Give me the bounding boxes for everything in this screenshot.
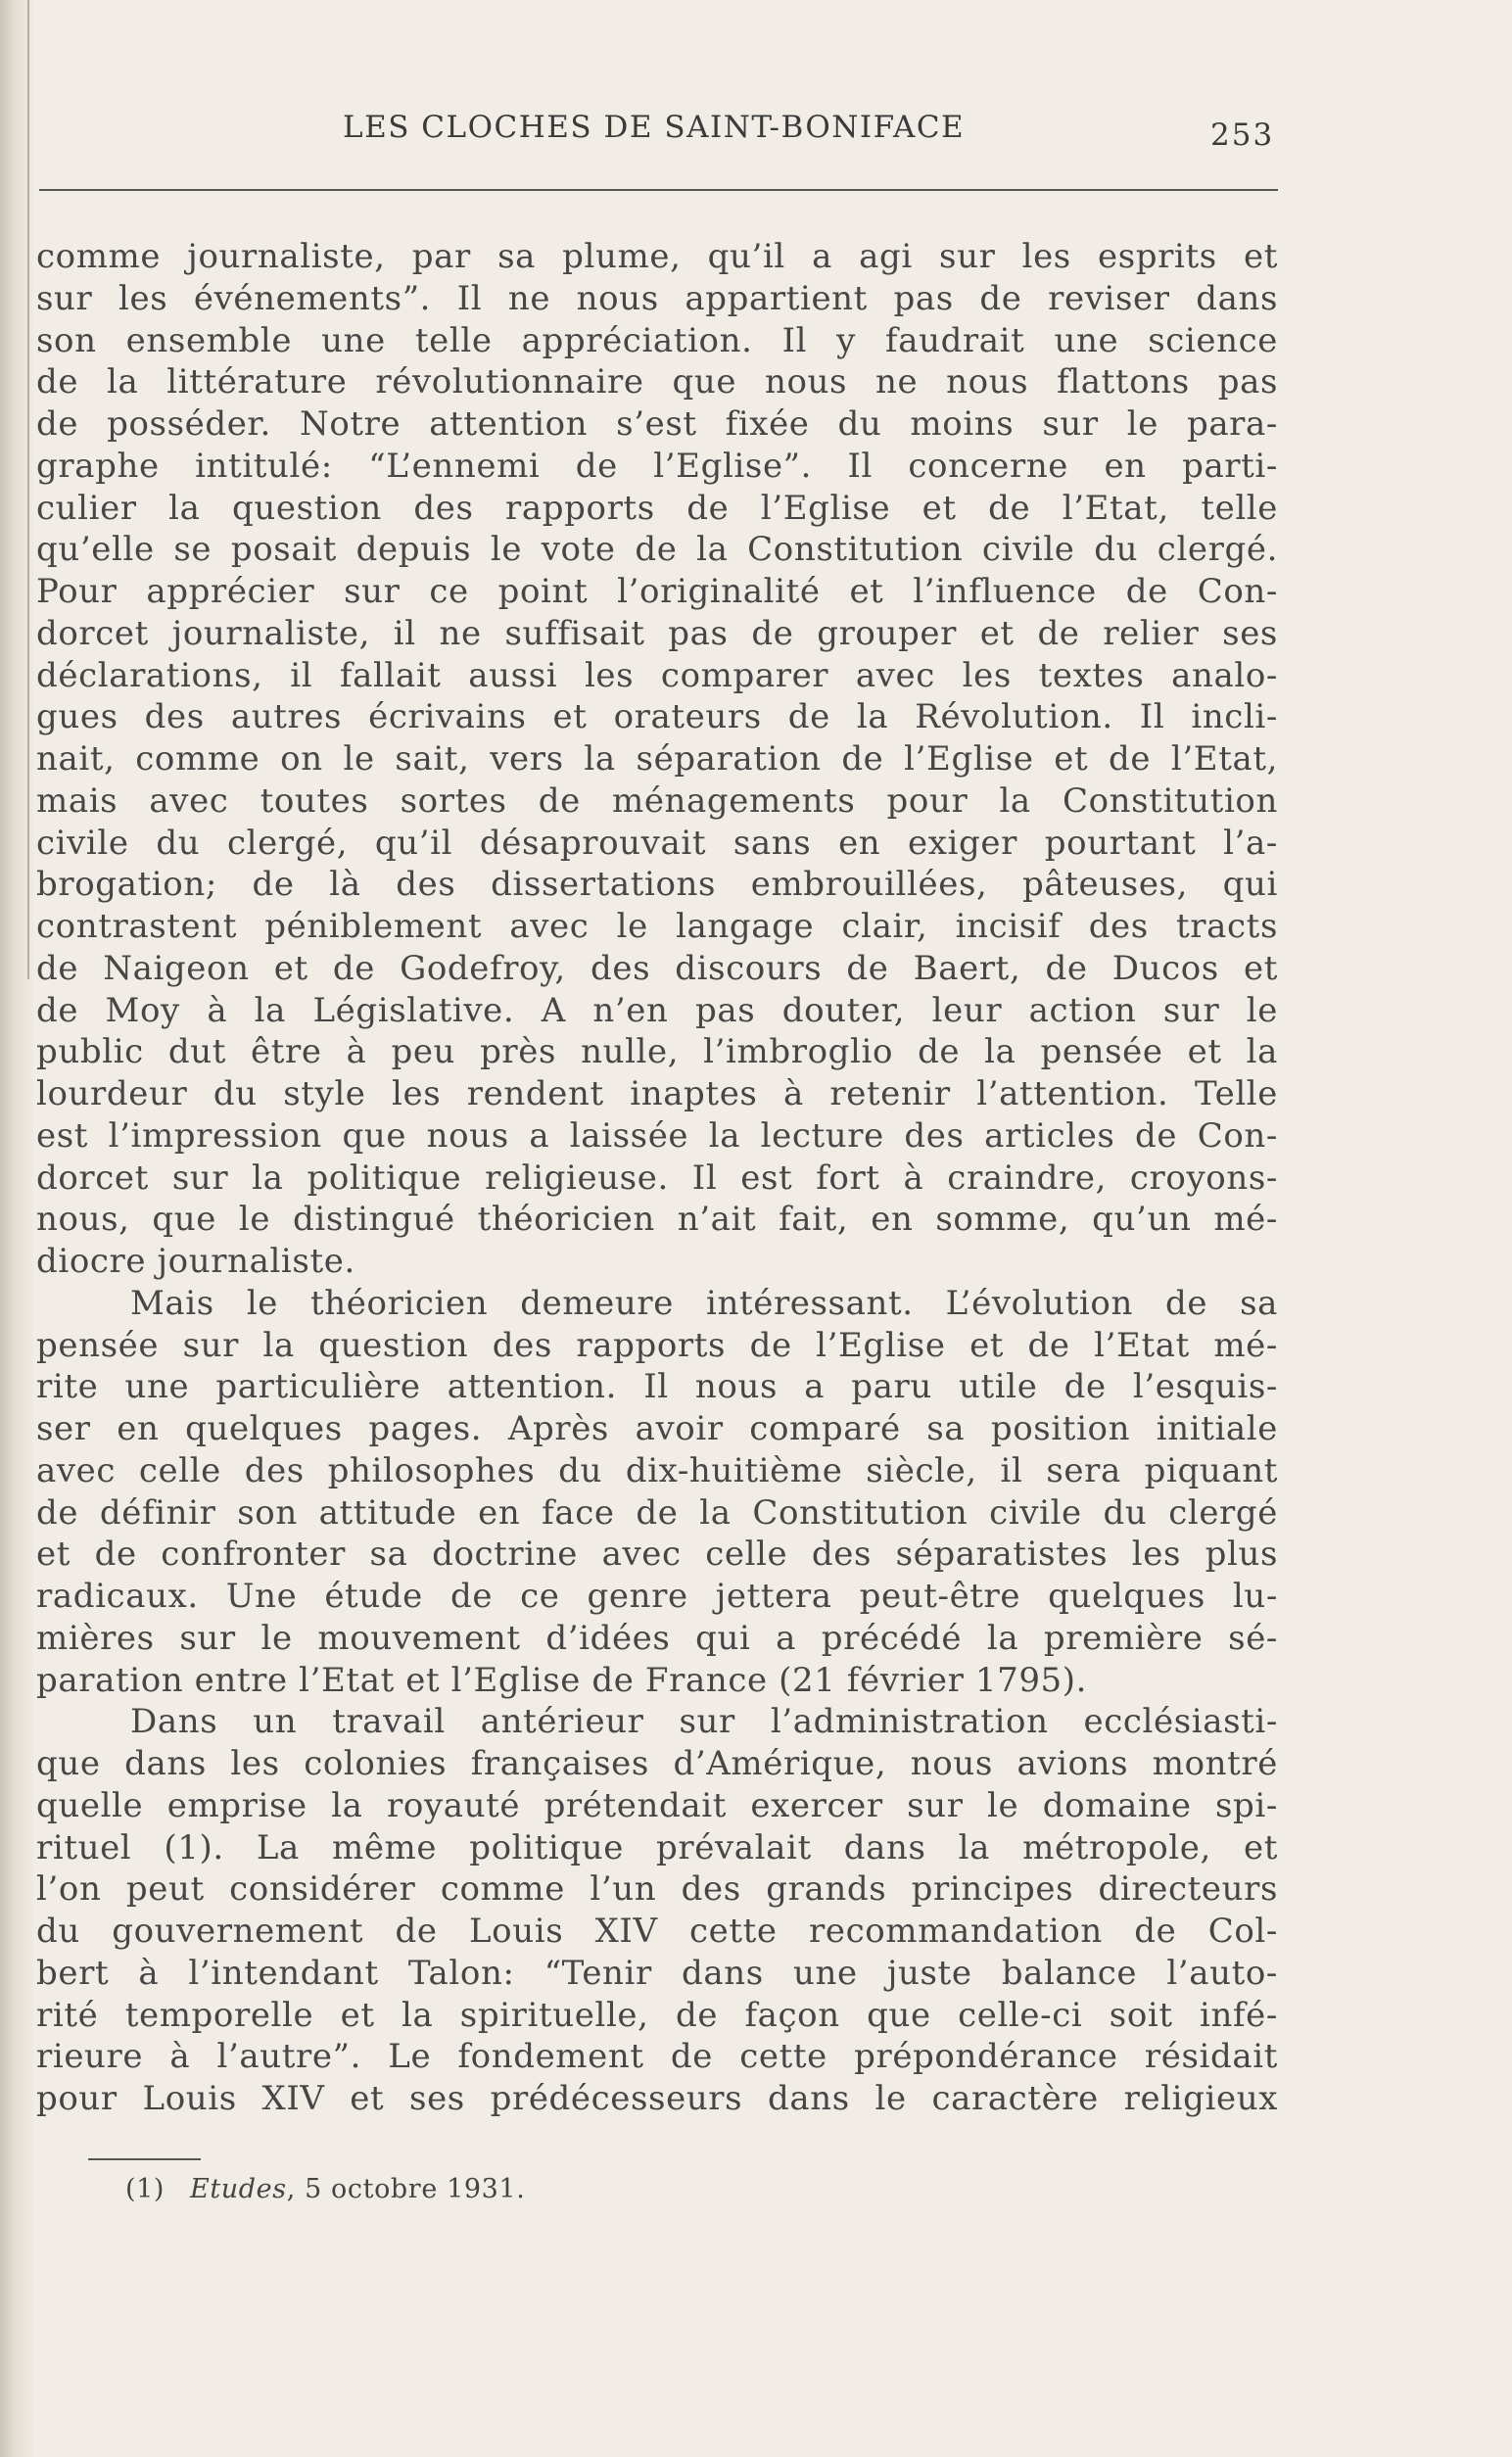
body-text bbox=[36, 236, 1278, 2120]
running-title: LES CLOCHES DE SAINT-BONIFACE bbox=[343, 110, 966, 145]
text-line: avec celle des philosophes du dix-huitième siècle, il sera piquant bbox=[36, 1450, 1278, 1490]
text-line: l’on peut considérer comme l’un des grands principes directeurs bbox=[36, 1869, 1278, 1910]
text-line: civile du clergé, qu’il désaprouvait sans en exiger pourtant l’a- bbox=[36, 823, 1278, 863]
text-line: brogation; de là des dissertations embrouillées, pâteuses, qui bbox=[36, 865, 1278, 905]
text-line: sur les événements”. Il ne nous appartient pas de reviser dans bbox=[36, 278, 1278, 318]
text-line: déclarations, il fallait aussi les comparer avec les textes analo- bbox=[36, 655, 1278, 695]
text-line: gues des autres écrivains et orateurs de la Révolution. Il incli- bbox=[36, 697, 1278, 737]
text-line: dorcet journaliste, il ne suffisait pas de grouper et de relier ses bbox=[36, 613, 1278, 653]
text-line: de posséder. Notre attention s’est fixée du moins sur le para- bbox=[36, 404, 1278, 444]
text-line: radicaux. Une étude de ce genre jettera peut-être quelques lu- bbox=[36, 1577, 1278, 1616]
text-line: son ensemble une telle appréciation. Il y faudrait une science bbox=[36, 320, 1278, 360]
text-line: graphe intitulé: “L’ennemi de l’Eglise”. Il concerne en parti- bbox=[36, 446, 1278, 486]
text-line: bert à l’intendant Talon: “Tenir dans une juste balance l’auto- bbox=[36, 1953, 1278, 1993]
text-line: de définir son attitude en face de la Constitution civile du clergé bbox=[36, 1492, 1278, 1533]
paragraph-first-line: Dans un travail antérieur sur l’administration ecclésiasti- bbox=[130, 1702, 1278, 1742]
text-line: que dans les colonies françaises d’Amérique, nous avions montré bbox=[36, 1744, 1278, 1783]
text-line: public dut être à peu près nulle, l’imbroglio de la pensée et la bbox=[36, 1032, 1278, 1072]
text-line: rieure à l’autre”. Le fondement de cette prépondérance résidait bbox=[36, 2037, 1278, 2077]
text-line: contrastent péniblement avec le langage clair, incisif des tracts bbox=[36, 907, 1278, 946]
text-line: de Moy à la Législative. A n’en pas douter, leur action sur le bbox=[36, 990, 1278, 1030]
text-line: qu’elle se posait depuis le vote de la Constitution civile du clergé. bbox=[36, 530, 1278, 570]
text-line: du gouvernement de Louis XIV cette recommandation de Col- bbox=[36, 1912, 1278, 1951]
text-line: rituel (1). La même politique prévalait dans la métropole, et bbox=[36, 1827, 1278, 1867]
text-line: mières sur le mouvement d’idées qui a précédé la première sé- bbox=[36, 1618, 1278, 1658]
text-line: est l’impression que nous a laissée la lecture des articles de Con- bbox=[36, 1115, 1278, 1156]
text-line: de Naigeon et de Godefroy, des discours de Baert, de Ducos et bbox=[36, 948, 1278, 988]
page-number: 253 bbox=[1210, 118, 1275, 153]
header-rule bbox=[39, 189, 1278, 191]
text-line: nous, que le distingué théoricien n’ait fait, en somme, qu’un mé- bbox=[36, 1200, 1278, 1240]
paragraph-end-line: diocre journaliste. bbox=[36, 1242, 355, 1281]
text-line: culier la question des rapports de l’Eglise et de l’Etat, telle bbox=[36, 488, 1278, 528]
text-line: pensée sur la question des rapports de l’Eglise et de l’Etat mé- bbox=[36, 1325, 1278, 1365]
text-line: dorcet sur la politique religieuse. Il est fort à craindre, croyons- bbox=[36, 1158, 1278, 1198]
paragraph-end-line: paration entre l’Etat et l’Eglise de France (21 février 1795). bbox=[36, 1660, 1088, 1700]
text-line: rité temporelle et la spirituelle, de façon que celle-ci soit infé- bbox=[36, 1995, 1278, 2035]
footnote-rule bbox=[88, 2158, 201, 2160]
text-line: rite une particulière attention. Il nous a paru utile de l’esquis- bbox=[36, 1367, 1278, 1407]
text-line: pour Louis XIV et ses prédécesseurs dans le caractère religieux bbox=[36, 2079, 1278, 2118]
footnote-source: Etudes bbox=[190, 2174, 287, 2204]
paragraph-first-line: Mais le théoricien demeure intéressant. L’évolution de sa bbox=[130, 1283, 1278, 1323]
text-line: Pour apprécier sur ce point l’originalité et l’influence de Con- bbox=[36, 572, 1278, 611]
text-line: et de confronter sa doctrine avec celle des séparatistes les plus bbox=[36, 1535, 1278, 1575]
text-line: mais avec toutes sortes de ménagements pour la Constitution bbox=[36, 780, 1278, 821]
text-line: de la littérature révolutionnaire que nous ne nous flattons pas bbox=[36, 362, 1278, 402]
footnote-ref: (1) bbox=[125, 2174, 165, 2204]
text-line: comme journaliste, par sa plume, qu’il a agi sur les esprits et bbox=[36, 237, 1278, 276]
footnote bbox=[125, 2174, 525, 2204]
text-line: nait, comme on le sait, vers la séparation de l’Eglise et de l’Etat, bbox=[36, 739, 1278, 779]
text-line: lourdeur du style les rendent inaptes à retenir l’attention. Telle bbox=[36, 1074, 1278, 1113]
footnote-date: , 5 octobre 1931. bbox=[286, 2174, 526, 2204]
text-line: quelle emprise la royauté prétendait exercer sur le domaine spi- bbox=[36, 1785, 1278, 1825]
binding-line bbox=[27, 0, 29, 979]
text-line: ser en quelques pages. Après avoir comparé sa position initiale bbox=[36, 1409, 1278, 1448]
